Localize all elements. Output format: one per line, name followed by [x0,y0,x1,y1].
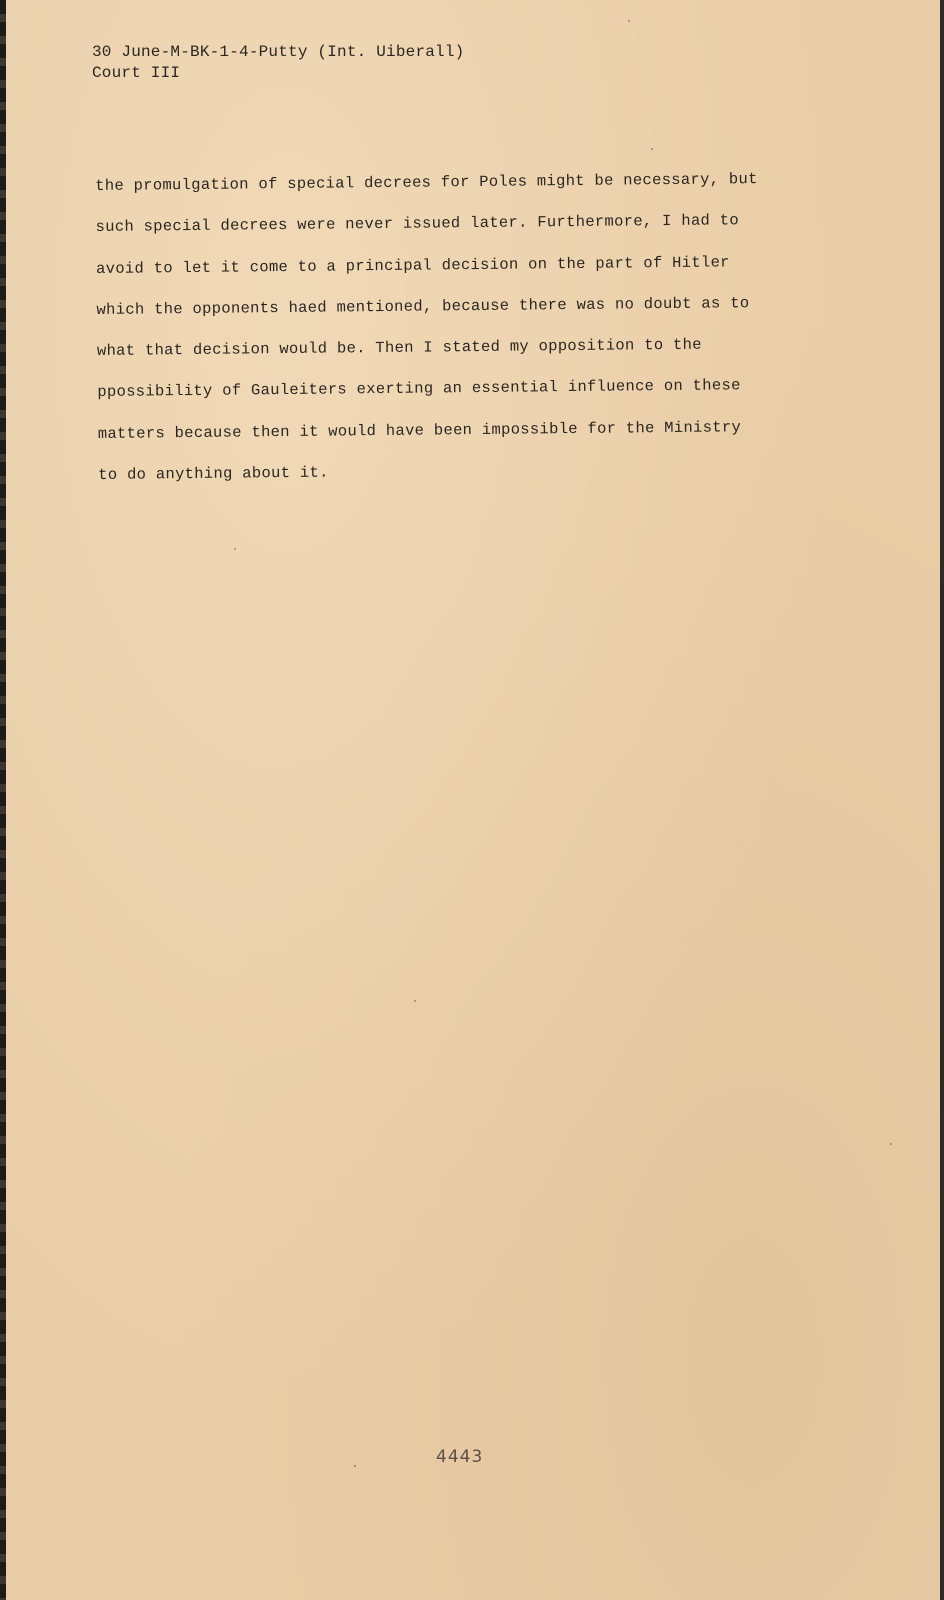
body-line-5: what that decision would be. Then I stated my opposition to the [96,335,702,361]
header-court-line: Court III [92,64,181,82]
paper-speck [234,548,236,550]
paper-speck [890,1143,892,1145]
document-header [92,42,464,84]
page-number: 4443 [436,1447,484,1467]
header-session-line: 30 June-M-BK-1-4-Putty (Int. Uiberall) [92,43,465,61]
paper-speck [628,20,630,22]
body-line-3: avoid to let it come to a principal decision on the part of Hitler [95,252,730,278]
transcript-body [95,158,828,496]
paper-speck [651,148,653,150]
paper-speck [354,1465,356,1467]
body-line-6: ppossibility of Gauleiters exerting an essential influence on these [97,376,741,402]
body-line-4: which the opponents haed mentioned, because there was no doubt as to [96,294,750,319]
body-line-1: the promulgation of special decrees for Poles might be necessary, but [95,170,758,195]
body-line-7: matters because then it would have been impossible for the Ministry [97,418,742,443]
body-line-8: to do anything about it. [98,463,329,485]
paper-speck [414,1000,416,1002]
body-line-2: such special decrees were never issued later. Furthermore, I had to [95,211,740,237]
document-page [6,0,940,1600]
